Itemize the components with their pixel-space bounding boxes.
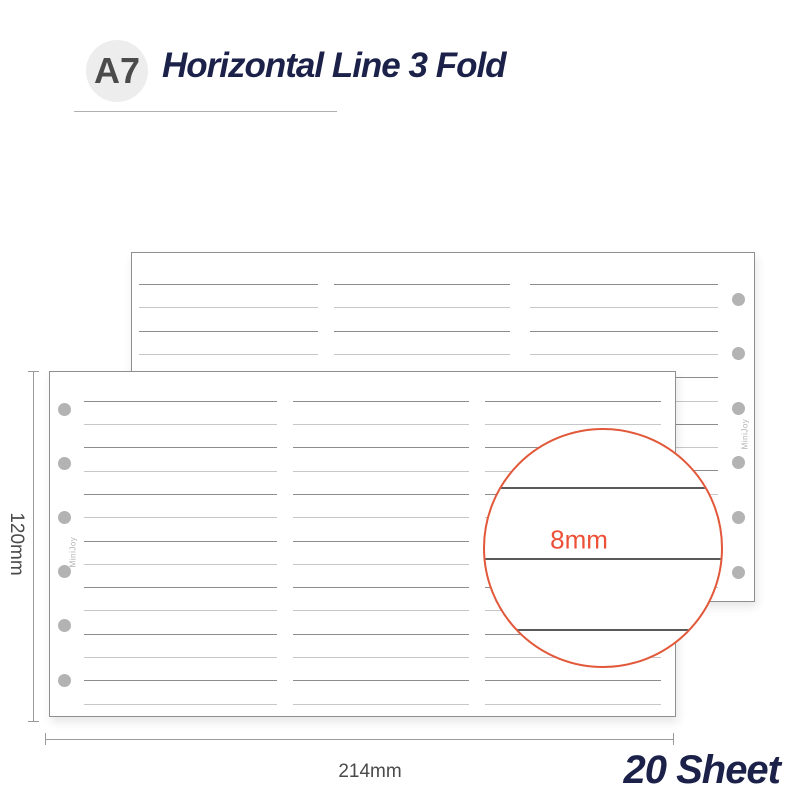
dimension-tick bbox=[45, 733, 46, 745]
ruled-line bbox=[293, 634, 469, 635]
ruled-line bbox=[84, 447, 277, 448]
dimension-line-vertical bbox=[33, 371, 34, 722]
line-spacing-label: 8mm bbox=[550, 524, 608, 555]
binder-hole bbox=[732, 402, 745, 415]
ruled-line bbox=[84, 564, 277, 565]
dimension-tick bbox=[28, 371, 39, 372]
binder-hole bbox=[732, 456, 745, 469]
binder-hole bbox=[58, 619, 71, 632]
ruled-line bbox=[293, 541, 469, 542]
ruled-line bbox=[485, 401, 661, 402]
ruled-line bbox=[293, 564, 469, 565]
sheet-count-label: 20 Sheet bbox=[623, 748, 780, 792]
ruled-line bbox=[84, 401, 277, 402]
ruled-line bbox=[485, 680, 661, 681]
ruled-line bbox=[334, 307, 510, 308]
binder-hole bbox=[732, 511, 745, 524]
ruled-line bbox=[485, 704, 661, 705]
dimension-line-horizontal bbox=[45, 739, 674, 740]
ruled-line bbox=[530, 307, 718, 308]
ruled-line bbox=[293, 401, 469, 402]
ruled-line bbox=[293, 680, 469, 681]
ruled-line bbox=[334, 284, 510, 285]
ruled-line bbox=[293, 657, 469, 658]
binder-hole bbox=[732, 347, 745, 360]
ruled-line bbox=[530, 284, 718, 285]
ruled-line bbox=[84, 424, 277, 425]
magnified-ruled-line bbox=[485, 487, 721, 489]
ruled-line bbox=[293, 424, 469, 425]
ruled-line bbox=[293, 610, 469, 611]
size-badge bbox=[86, 40, 148, 102]
ruled-line bbox=[334, 331, 510, 332]
ruled-line bbox=[530, 331, 718, 332]
ruled-line bbox=[293, 704, 469, 705]
ruled-line bbox=[84, 634, 277, 635]
brand-watermark-front: MiniJoy bbox=[68, 536, 78, 568]
width-dimension-label: 214mm bbox=[338, 761, 402, 782]
ruled-line bbox=[84, 471, 277, 472]
dimension-tick bbox=[673, 733, 674, 745]
binder-hole bbox=[58, 674, 71, 687]
ruled-line bbox=[293, 517, 469, 518]
ruled-line bbox=[84, 657, 277, 658]
ruled-line bbox=[84, 494, 277, 495]
ruled-line bbox=[293, 494, 469, 495]
ruled-line bbox=[139, 307, 318, 308]
size-badge-label: A7 bbox=[93, 50, 141, 91]
binder-hole bbox=[58, 403, 71, 416]
ruled-line bbox=[139, 331, 318, 332]
binder-hole bbox=[58, 511, 71, 524]
magnifier-circle bbox=[483, 428, 723, 668]
brand-watermark-back: MiniJoy bbox=[740, 418, 750, 450]
height-dimension-label: 120mm bbox=[6, 512, 27, 576]
binder-hole bbox=[58, 457, 71, 470]
binder-hole bbox=[732, 293, 745, 306]
ruled-line bbox=[84, 680, 277, 681]
ruled-line bbox=[139, 284, 318, 285]
magnified-ruled-line bbox=[485, 629, 721, 631]
ruled-line bbox=[485, 424, 661, 425]
ruled-line bbox=[84, 610, 277, 611]
ruled-line bbox=[84, 517, 277, 518]
ruled-line bbox=[293, 471, 469, 472]
dimension-tick bbox=[28, 721, 39, 722]
ruled-line bbox=[139, 354, 318, 355]
ruled-line bbox=[293, 447, 469, 448]
binder-hole bbox=[732, 566, 745, 579]
ruled-line bbox=[84, 541, 277, 542]
ruled-line bbox=[84, 587, 277, 588]
ruled-line bbox=[84, 704, 277, 705]
ruled-line bbox=[334, 354, 510, 355]
title-underline bbox=[74, 111, 337, 112]
page-title: Horizontal Line 3 Fold bbox=[162, 46, 506, 85]
ruled-line bbox=[293, 587, 469, 588]
binder-hole bbox=[58, 565, 71, 578]
magnified-ruled-line bbox=[485, 558, 721, 560]
ruled-line bbox=[530, 354, 718, 355]
